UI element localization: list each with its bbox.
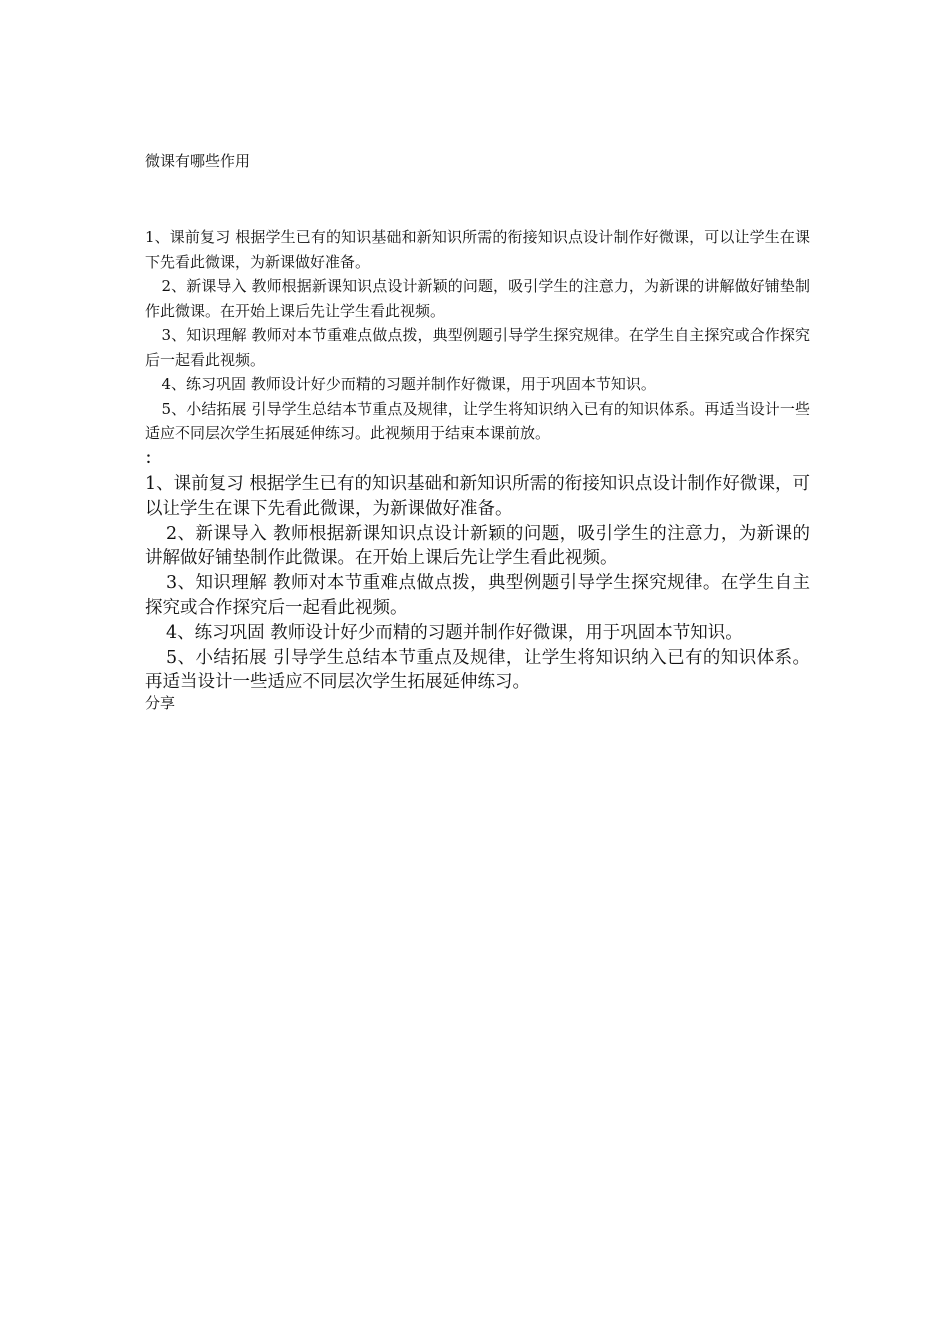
paragraph-summary: 5、小结拓展 引导学生总结本节重点及规律，让学生将知识纳入已有的知识体系。再适当设计一些适应不同层次学生拓展延伸练习。此视频用于结束本课前放。: [145, 399, 810, 442]
paragraph-review: 1、课前复习 根据学生已有的知识基础和新知识所需的衔接知识点设计制作好微课，可以让学生在课下先看此微课，为新课做好准备。: [145, 474, 810, 519]
share-link[interactable]: 分享: [145, 694, 176, 712]
paragraph-understanding: 3、知识理解 教师对本节重难点做点拨，典型例题引导学生探究规律。在学生自主探究或合作探究后一起看此视频。: [145, 326, 810, 369]
document-title: 微课有哪些作用: [145, 152, 251, 170]
paragraph-summary: 5、小结拓展 引导学生总结本节重点及规律，让学生将知识纳入已有的知识体系。再适当设计一些适应不同层次学生拓展延伸练习。: [145, 647, 810, 693]
paragraph-practice: 4、练习巩固 教师设计好少而精的习题并制作好微课，用于巩固本节知识。: [161, 375, 656, 393]
paragraph-introduction: 2、新课导入 教师根据新课知识点设计新颖的问题，吸引学生的注意力，为新课的讲解做好铺垫制作此微课。在开始上课后先让学生看此视频。: [145, 523, 810, 569]
section-large-text: [145, 472, 810, 695]
paragraph-understanding: 3、知识理解 教师对本节重难点做点拨，典型例题引导学生探究规律。在学生自主探究或合作探究后一起看此视频。: [145, 573, 810, 618]
paragraph-practice: 4、练习巩固 教师设计好少而精的习题并制作好微课，用于巩固本节知识。: [166, 622, 743, 643]
paragraph-introduction: 2、新课导入 教师根据新课知识点设计新颖的问题，吸引学生的注意力，为新课的讲解做好铺垫制作此微课。在开始上课后先让学生看此视频。: [145, 277, 810, 320]
section-small-text: [145, 225, 810, 446]
separator-colon: ：: [145, 449, 161, 467]
paragraph-review: 1、课前复习 根据学生已有的知识基础和新知识所需的衔接知识点设计制作好微课，可以让学生在课下先看此微课，为新课做好准备。: [145, 228, 810, 271]
